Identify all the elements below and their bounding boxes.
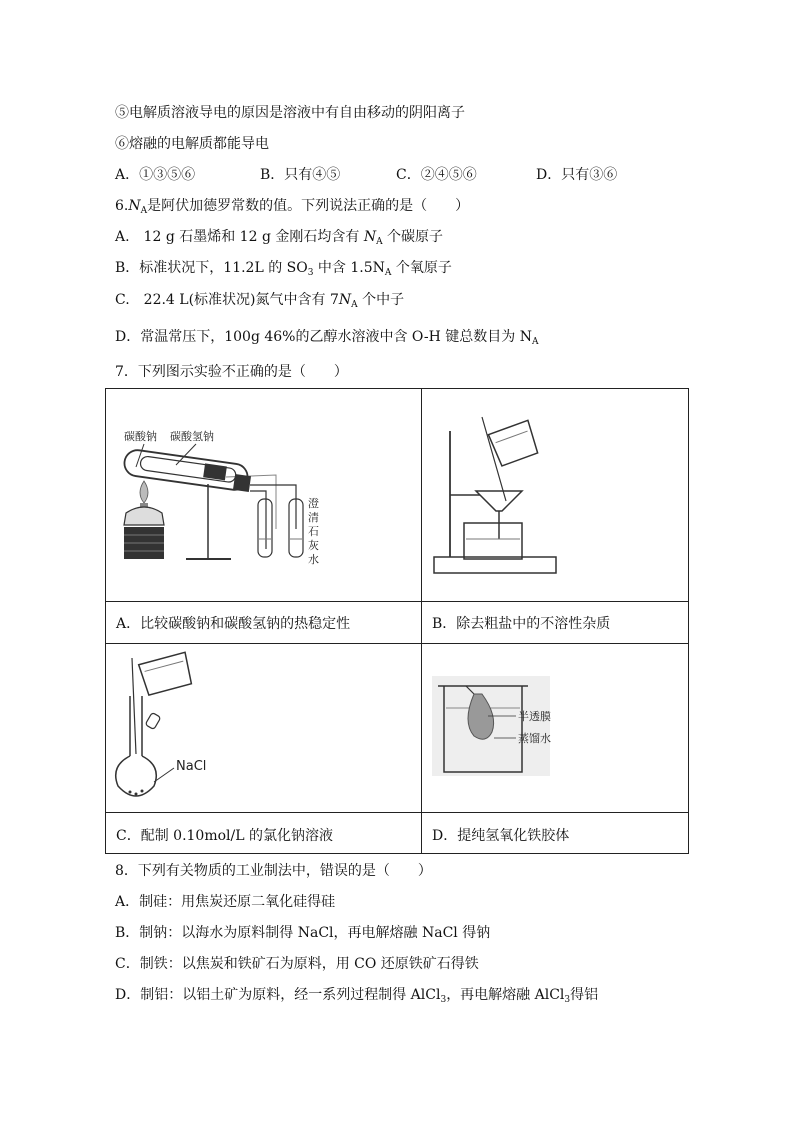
label-limewater-1: 澄: [308, 497, 319, 510]
label-sodium-bicarbonate: 碳酸氢钠: [170, 430, 214, 443]
label-distilled-water: 蒸馏水: [518, 732, 551, 745]
figure-c-volumetric-flask: [106, 644, 421, 812]
q6-option-c: C. 22.4 L(标准状况)氮气中含有 $7N_A$ 个中子: [115, 292, 405, 310]
figure-a-heating-apparatus: [106, 389, 421, 601]
q8-option-b: B．制钠：以海水为原料制得 NaCl，再电解熔融 NaCl 得钠: [115, 925, 491, 941]
caption-a: A．比较碳酸钠和碳酸氢钠的热稳定性: [116, 616, 351, 632]
q5-option-c: C．②④⑤⑥: [396, 167, 477, 183]
figure-d-dialysis-apparatus: [422, 644, 690, 812]
q7-figure-table: [105, 388, 689, 854]
q7-stem: 7．下列图示实验不正确的是（ ）: [115, 364, 348, 380]
q5-item5: ⑤电解质溶液导电的原因是溶液中有自由移动的阴阳离子: [115, 105, 465, 121]
q6-option-a: A. 12 g 石墨烯和 12 g 金刚石均含有 $N_A$ 个碳原子: [115, 229, 444, 247]
q6-option-d: D．常温常压下，100g 46%的乙醇水溶液中含 O-H 键总数目为 $N_A$: [115, 329, 539, 347]
label-sodium-carbonate: 碳酸钠: [124, 430, 157, 443]
caption-b: B．除去粗盐中的不溶性杂质: [432, 616, 611, 632]
q8-stem: 8．下列有关物质的工业制法中，错误的是（ ）: [115, 863, 432, 879]
label-limewater-3: 石: [308, 525, 319, 538]
label-nacl: NaCl: [176, 759, 207, 774]
q5-option-d: D．只有③⑥: [536, 167, 618, 183]
label-membrane: 半透膜: [518, 710, 551, 723]
q5-option-a: A．①③⑤⑥: [115, 167, 196, 183]
q8-option-a: A．制硅：用焦炭还原二氧化硅得硅: [115, 894, 336, 910]
q5-item6: ⑥熔融的电解质都能导电: [115, 136, 269, 152]
label-limewater-5: 水: [308, 553, 319, 566]
label-limewater-4: 灰: [308, 539, 319, 552]
figure-b-filtration-apparatus: [422, 389, 690, 601]
caption-d: D．提纯氢氧化铁胶体: [432, 828, 570, 844]
q8-option-c: C．制铁：以焦炭和铁矿石为原料，用 CO 还原铁矿石得铁: [115, 956, 479, 972]
q8-option-d: D．制铝：以铝土矿为原料，经一系列过程制得 AlCl$_3$，再电解熔融 AlCl$_3$得铝: [115, 987, 599, 1005]
q6-option-b: B．标准状况下，11.2L 的 $SO_3$ 中含 $1.5N_A$ 个氧原子: [115, 260, 452, 278]
caption-c: C．配制 0.10mol/L 的氯化钠溶液: [116, 828, 333, 844]
q6-stem: $6.N_A$是阿伏加德罗常数的值。下列说法正确的是（ ）: [115, 198, 470, 216]
label-limewater-2: 清: [308, 511, 319, 524]
q5-option-b: B．只有④⑤: [260, 167, 341, 183]
